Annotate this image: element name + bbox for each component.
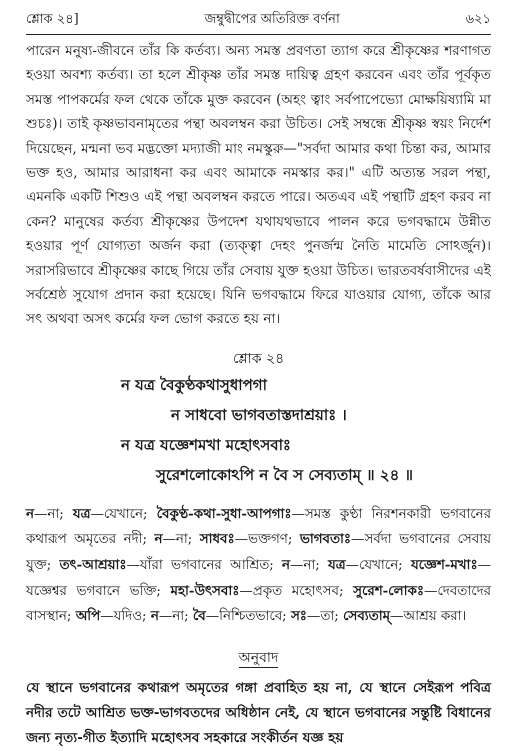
verse-line: ন সাধবো ভাগবতাস্তদাশ্রয়াঃ । bbox=[171, 405, 347, 424]
synonym-term: বৈ bbox=[192, 608, 206, 625]
header-rule bbox=[26, 34, 491, 35]
synonym-meaning: —সর্বদা ভগবানের সেবায় যুক্ত; bbox=[26, 532, 491, 574]
synonym-term: বৈকুণ্ঠ-কথা-সুধা-আপগাঃ bbox=[156, 505, 292, 522]
synonym-term: ন bbox=[282, 557, 291, 574]
synonym-meaning: —যেখানে; bbox=[90, 506, 157, 522]
synonym-term: যত্র bbox=[72, 505, 91, 522]
header-chapter-title: জম্বুদ্বীপের অতিরিক্ত বর্ণনা bbox=[204, 12, 340, 27]
synonym-meaning: —না; bbox=[290, 558, 329, 574]
synonym-term: ন bbox=[154, 531, 163, 548]
purport-section bbox=[26, 39, 491, 332]
synonym-meaning: —দেবতাদের বাসস্থান; bbox=[26, 583, 492, 625]
page-number: ৬২১ bbox=[465, 12, 491, 27]
synonym-meaning: —না; bbox=[158, 609, 193, 625]
synonym-term: অপি bbox=[75, 608, 101, 625]
synonym-meaning: —নিশ্চিতভাবে; bbox=[205, 609, 291, 625]
synonym-meaning: —আশ্রয় করা। bbox=[390, 609, 467, 625]
synonym-meaning: —যাঁরা ভগবানের আশ্রিত; bbox=[126, 558, 283, 574]
page-header bbox=[26, 10, 491, 34]
purport-paragraph: পারেন মনুষ্য-জীবনে তাঁর কি কর্তব্য। অন্য সমস্ত প্রবণতা ত্যাগ করে শ্রীকৃষ্ণের শরণাগত হওয়া অবশ্য কর্তব্য। তা হলে শ্রীকৃষ্ণ তাঁর সমস্ত দায়িত্ব গ্রহণ করবেন এবং তাঁর পূর্বকৃত সমস্ত পাপকর্মের ফল থেকে তাঁকে মুক্ত করবেন (অহং ত্বাং সর্বপাপেভ্যো মোক্ষয়িষ্যামি মা শুচঃ)। তাই কৃষ্ণভাবনামৃতের পন্থা অবলম্বন করা উচিত। সেই সম্বন্ধে শ্রীকৃষ্ণ স্বয়ং নির্দেশ দিয়েছেন, মন্মনা ভব মদ্ভক্তো মদ্যাজী মাং নমস্কুরু—"সর্বদা আমার কথা চিন্তা কর, আমার ভক্ত হও, আমার আরাধনা কর এবং আমাকে নমস্কার কর।" এটি অত্যন্ত সরল পন্থা, এমনকি একটি শিশুও এই পন্থা অবলম্বন করতে পারে। অতএব এই পন্থাটি গ্রহণ করব না কেন? মানুষের কর্তব্য শ্রীকৃষ্ণের উপদেশ যথাযথভাবে পালন করে ভগবদ্ধামে উন্নীত হওয়ার পূর্ণ যোগ্যতা অর্জন করা (ত্যক্ত্বা দেহং পুনর্জন্ম নৈতি মামেতি সোঽর্জুন)। সরাসরিভাবে শ্রীকৃষ্ণের কাছে গিয়ে তাঁর সেবায় যুক্ত হওয়া উচিত। ভারতবর্ষবাসীদের এই সর্বশ্রেষ্ঠ সুযোগ প্রদান করা হয়েছে। যিনি ভগবদ্ধামে ফিরে যাওয়ার যোগ্য, তাঁকে আর সৎ অথবা অসৎ কর্মের ফল ভোগ করতে হয় না। bbox=[26, 43, 491, 328]
translation-heading bbox=[26, 646, 491, 670]
synonym-term: ভাগবতাঃ bbox=[299, 531, 352, 548]
synonym-meaning: —তা; bbox=[306, 609, 344, 625]
synonym-term: সাধবঃ bbox=[199, 531, 235, 548]
synonym-term: সঃ bbox=[290, 608, 307, 625]
header-verse-ref: শ্লোক ২৪] bbox=[26, 12, 79, 27]
verse-line: ন যত্র বৈকুণ্ঠকথাসুধাপগা bbox=[121, 375, 267, 394]
synonym-term: যত্র bbox=[328, 557, 346, 574]
synonym-term: ন bbox=[150, 608, 159, 625]
synonym-meaning: —প্রকৃত মহোৎসব; bbox=[239, 583, 354, 599]
translation-text: যে স্থানে ভগবানের কথারূপ অমৃতের গঙ্গা প্রবাহিত হয় না, যে স্থানে সেইরূপ পবিত্র নদীর তটে আশ্রিত ভক্ত-ভাগবতদের অধিষ্ঠান নেই, যে স্থানে ভগবানের সন্তুষ্টি বিধানের জন্য নৃত্য-গীত ইত্যাদি মহোৎসব সহকারে সংকীর্তন যজ্ঞ হয় bbox=[26, 679, 491, 746]
verse-line: ন যত্র যজ্ঞেশমখা মহোৎসবাঃ bbox=[121, 435, 291, 454]
synonym-term: ন bbox=[26, 505, 34, 522]
synonym-meaning: —না; bbox=[162, 532, 200, 548]
verse-heading: শ্লোক ২৪ bbox=[232, 350, 285, 367]
synonym-meaning: —ভক্তগণ; bbox=[234, 532, 300, 548]
translation-heading-label: অনুবাদ bbox=[238, 649, 279, 666]
word-for-word-synonyms bbox=[26, 502, 491, 630]
synonym-term: যজ্ঞেশ-মখাঃ bbox=[410, 557, 478, 574]
sanskrit-verse bbox=[26, 370, 491, 490]
synonym-term: সুরেশ-লোকঃ bbox=[353, 582, 424, 599]
synonym-term: মহা-উৎসবাঃ bbox=[170, 582, 240, 599]
synonym-meaning: —না; bbox=[34, 506, 73, 522]
synonym-term: সেব্যতাম্‌ bbox=[343, 608, 391, 625]
synonym-meaning: —সমস্ত কুণ্ঠা নিরশনকারী ভগবানের কথারূপ অমৃতের নদী; bbox=[26, 506, 491, 548]
synonym-meaning: —যেখানে; bbox=[345, 558, 411, 574]
synonym-term: তৎ-আশ্রয়াঃ bbox=[59, 557, 127, 574]
verse-line: সুরেশলোকোঽপি ন বৈ স সেব্যতাম্‌ ॥ ২৪ ॥ bbox=[156, 465, 414, 484]
synonym-meaning: —যদিও; bbox=[100, 609, 151, 625]
synonym-meaning: —যজ্ঞেশ্বর ভগবানে ভক্তি; bbox=[26, 558, 491, 599]
